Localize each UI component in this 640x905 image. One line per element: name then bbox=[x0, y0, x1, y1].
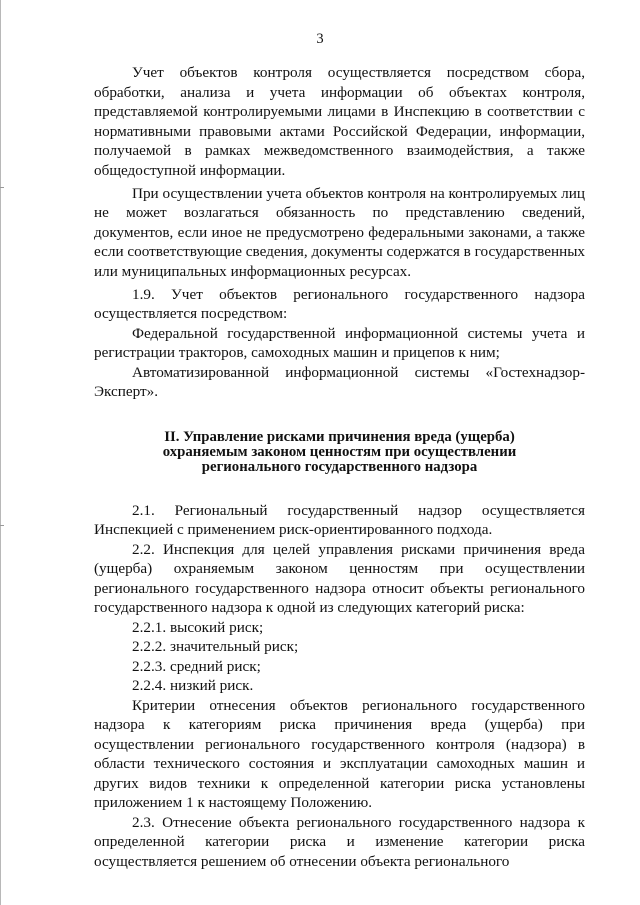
risk-category-list bbox=[94, 618, 585, 696]
risk-category-item: 2.2.3. средний риск; bbox=[132, 657, 261, 675]
heading-line: II. Управление рисками причинения вреда (ущерба) bbox=[164, 428, 515, 445]
paragraph-no-obligation: При осуществлении учета объектов контроля на контролируемых лиц не может возлагаться обязанность по представлению сведений, документов, если иное не предусмотрено федеральными законами, а также если соответствующие сведения, документы содержатся в государственных или муниципальных информационных ресурсах. bbox=[94, 184, 585, 280]
paragraph-federal-system: Федеральной государственной информационной системы учета и регистрации тракторов, самоходных машин и прицепов к ним; bbox=[94, 324, 585, 361]
document-body bbox=[94, 63, 585, 871]
paragraph-accounting-method: Учет объектов контроля осуществляется посредством сбора, обработки, анализа и учета информации об объектах контроля, представляемой контролируемыми лицами в Инспекцию в соответствии с нормативными правовыми актами Российской Федерации, информации, получаемой в рамках межведомственного взаимодействия, а также общедоступной информации. bbox=[94, 64, 585, 179]
heading-line: регионального государственного надзора bbox=[201, 458, 478, 475]
risk-category-item: 2.2.1. высокий риск; bbox=[132, 618, 264, 636]
paragraph-section-2-3: 2.3. Отнесение объекта регионального государственного надзора к определенной категории риска и изменение категории риска осуществляется решением об отнесении объекта регионального bbox=[94, 813, 585, 870]
paragraph-section-2-1: 2.1. Региональный государственный надзор осуществляется Инспекцией с применением риск-ориентированного подхода. bbox=[94, 501, 585, 538]
heading-line: охраняемым законом ценностям при осуществлении bbox=[162, 443, 517, 460]
paragraph-risk-criteria: Критерии отнесения объектов регионального государственного надзора к категориям риска причинения вреда (ущерба) при осуществлении регионального государственного контроля (надзора) в области технического состояния и эксплуатации самоходных машин и других видов техники к определенной категории риска установлены приложением 1 к настоящему Положению. bbox=[94, 696, 585, 811]
scan-mark bbox=[0, 187, 4, 188]
paragraph-section-2-2: 2.2. Инспекция для целей управления рисками причинения вреда (ущерба) охраняемым законом ценностям при осуществлении регионального государственного надзора относит объекты регионального государственного надзора к одной из следующих категорий риска: bbox=[94, 540, 585, 616]
scan-left-edge bbox=[0, 0, 1, 905]
paragraph-automated-system: Автоматизированной информационной системы «Гостехнадзор-Эксперт». bbox=[94, 363, 585, 400]
section-heading bbox=[94, 430, 585, 475]
scan-mark bbox=[0, 525, 4, 526]
page-number: 3 bbox=[316, 31, 324, 47]
risk-category-item: 2.2.4. низкий риск. bbox=[132, 677, 254, 694]
risk-category-item: 2.2.2. значительный риск; bbox=[132, 638, 299, 655]
paragraph-section-1-9: 1.9. Учет объектов регионального государственного надзора осуществляется посредством: bbox=[94, 285, 585, 322]
